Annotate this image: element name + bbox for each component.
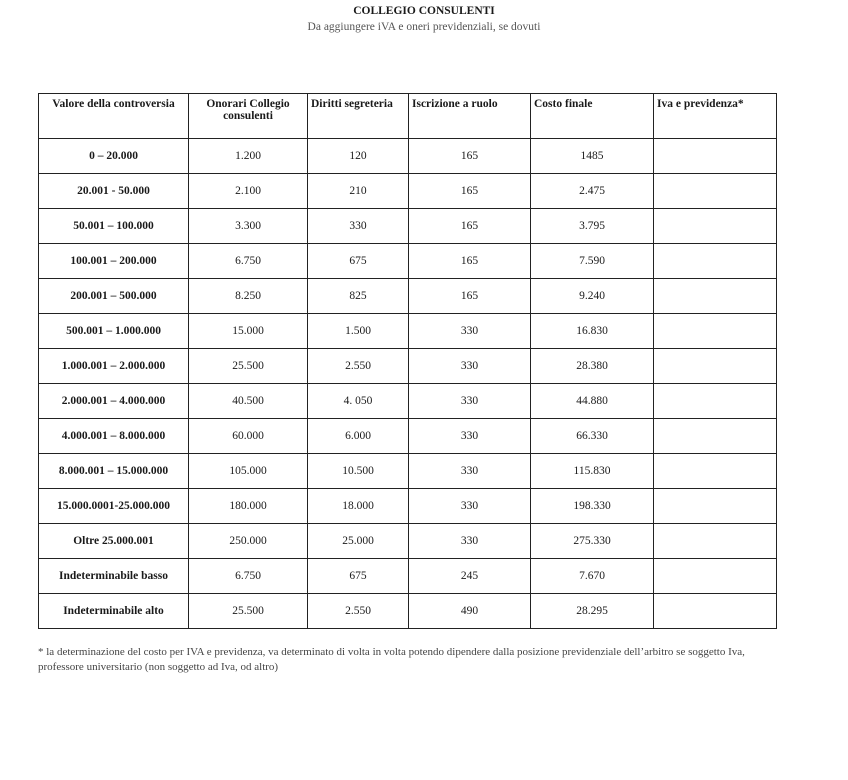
- cell-final-cost: 7.590: [531, 244, 654, 279]
- cell-final-cost: 9.240: [531, 279, 654, 314]
- cell-secretariat: 10.500: [308, 454, 409, 489]
- column-header-value: Valore della controversia: [39, 94, 189, 139]
- cell-secretariat: 18.000: [308, 489, 409, 524]
- table-row: [39, 279, 777, 314]
- cell-value-range: 50.001 – 100.000: [39, 209, 189, 244]
- cell-vat: [654, 279, 777, 314]
- cell-secretariat: 4. 050: [308, 384, 409, 419]
- table-row: [39, 559, 777, 594]
- cell-fees: 25.500: [189, 594, 308, 629]
- cell-final-cost: 275.330: [531, 524, 654, 559]
- cell-registration: 165: [409, 244, 531, 279]
- cell-vat: [654, 349, 777, 384]
- cell-final-cost: 28.295: [531, 594, 654, 629]
- cell-value-range: 100.001 – 200.000: [39, 244, 189, 279]
- cell-secretariat: 675: [308, 559, 409, 594]
- cell-registration: 165: [409, 209, 531, 244]
- cell-vat: [654, 174, 777, 209]
- table-row: [39, 244, 777, 279]
- cell-value-range: 2.000.001 – 4.000.000: [39, 384, 189, 419]
- table-row: [39, 524, 777, 559]
- cell-fees: 15.000: [189, 314, 308, 349]
- cell-secretariat: 1.500: [308, 314, 409, 349]
- cell-fees: 40.500: [189, 384, 308, 419]
- table-body: [39, 139, 777, 629]
- cell-registration: 330: [409, 524, 531, 559]
- column-header-final-cost: Costo finale: [531, 94, 654, 139]
- cell-value-range: 4.000.001 – 8.000.000: [39, 419, 189, 454]
- cell-final-cost: 3.795: [531, 209, 654, 244]
- cell-final-cost: 198.330: [531, 489, 654, 524]
- cell-fees: 25.500: [189, 349, 308, 384]
- cell-fees: 2.100: [189, 174, 308, 209]
- cell-registration: 165: [409, 139, 531, 174]
- cell-registration: 330: [409, 419, 531, 454]
- cell-registration: 330: [409, 384, 531, 419]
- cell-secretariat: 120: [308, 139, 409, 174]
- column-header-fees: Onorari Collegio consulenti: [189, 94, 308, 139]
- table-row: [39, 314, 777, 349]
- cell-value-range: Indeterminabile alto: [39, 594, 189, 629]
- cell-value-range: 20.001 - 50.000: [39, 174, 189, 209]
- cell-value-range: Oltre 25.000.001: [39, 524, 189, 559]
- table-row: [39, 384, 777, 419]
- cell-registration: 330: [409, 314, 531, 349]
- cell-value-range: 1.000.001 – 2.000.000: [39, 349, 189, 384]
- cell-final-cost: 2.475: [531, 174, 654, 209]
- cell-vat: [654, 139, 777, 174]
- cell-registration: 245: [409, 559, 531, 594]
- cell-vat: [654, 314, 777, 349]
- column-header-registration: Iscrizione a ruolo: [409, 94, 531, 139]
- cell-value-range: 8.000.001 – 15.000.000: [39, 454, 189, 489]
- cell-vat: [654, 384, 777, 419]
- cell-secretariat: 25.000: [308, 524, 409, 559]
- cell-registration: 330: [409, 349, 531, 384]
- cell-vat: [654, 594, 777, 629]
- fee-table: [38, 93, 777, 629]
- cell-registration: 330: [409, 489, 531, 524]
- cell-final-cost: 44.880: [531, 384, 654, 419]
- cell-vat: [654, 559, 777, 594]
- cell-value-range: 0 – 20.000: [39, 139, 189, 174]
- cell-vat: [654, 419, 777, 454]
- table-row: [39, 454, 777, 489]
- cell-registration: 490: [409, 594, 531, 629]
- cell-registration: 330: [409, 454, 531, 489]
- cell-final-cost: 66.330: [531, 419, 654, 454]
- page-subtitle: Da aggiungere iVA e oneri previdenziali, se dovuti: [307, 21, 541, 33]
- cell-fees: 60.000: [189, 419, 308, 454]
- cell-fees: 6.750: [189, 244, 308, 279]
- cell-fees: 8.250: [189, 279, 308, 314]
- cell-fees: 6.750: [189, 559, 308, 594]
- cell-vat: [654, 244, 777, 279]
- table-row: [39, 489, 777, 524]
- cell-fees: 180.000: [189, 489, 308, 524]
- cell-value-range: 200.001 – 500.000: [39, 279, 189, 314]
- cell-secretariat: 6.000: [308, 419, 409, 454]
- cell-value-range: 15.000.0001-25.000.000: [39, 489, 189, 524]
- table-header-row: [39, 94, 777, 139]
- cell-value-range: Indeterminabile basso: [39, 559, 189, 594]
- cell-vat: [654, 209, 777, 244]
- table-row: [39, 139, 777, 174]
- cell-registration: 165: [409, 279, 531, 314]
- table-row: [39, 419, 777, 454]
- cell-secretariat: 2.550: [308, 594, 409, 629]
- cell-registration: 165: [409, 174, 531, 209]
- cell-final-cost: 7.670: [531, 559, 654, 594]
- cell-value-range: 500.001 – 1.000.000: [39, 314, 189, 349]
- cell-final-cost: 28.380: [531, 349, 654, 384]
- cell-vat: [654, 489, 777, 524]
- cell-secretariat: 675: [308, 244, 409, 279]
- cell-fees: 3.300: [189, 209, 308, 244]
- cell-final-cost: 16.830: [531, 314, 654, 349]
- cell-vat: [654, 524, 777, 559]
- footnote: * la determinazione del costo per IVA e previdenza, va determinato di volta in volta potendo dipendere dalla posizione previdenziale dell’arbitro se soggetto Iva, professore universitario (non soggetto ad Iva, od altro): [38, 646, 745, 673]
- column-header-vat: Iva e previdenza*: [654, 94, 777, 139]
- cell-vat: [654, 454, 777, 489]
- cell-final-cost: 1485: [531, 139, 654, 174]
- table-row: [39, 594, 777, 629]
- cell-secretariat: 825: [308, 279, 409, 314]
- cell-secretariat: 210: [308, 174, 409, 209]
- cell-secretariat: 330: [308, 209, 409, 244]
- cell-fees: 105.000: [189, 454, 308, 489]
- cell-final-cost: 115.830: [531, 454, 654, 489]
- column-header-secretariat: Diritti segreteria: [308, 94, 409, 139]
- cell-fees: 1.200: [189, 139, 308, 174]
- table-row: [39, 349, 777, 384]
- cell-secretariat: 2.550: [308, 349, 409, 384]
- table-row: [39, 209, 777, 244]
- cell-fees: 250.000: [189, 524, 308, 559]
- table-row: [39, 174, 777, 209]
- page-title: COLLEGIO CONSULENTI: [353, 5, 495, 17]
